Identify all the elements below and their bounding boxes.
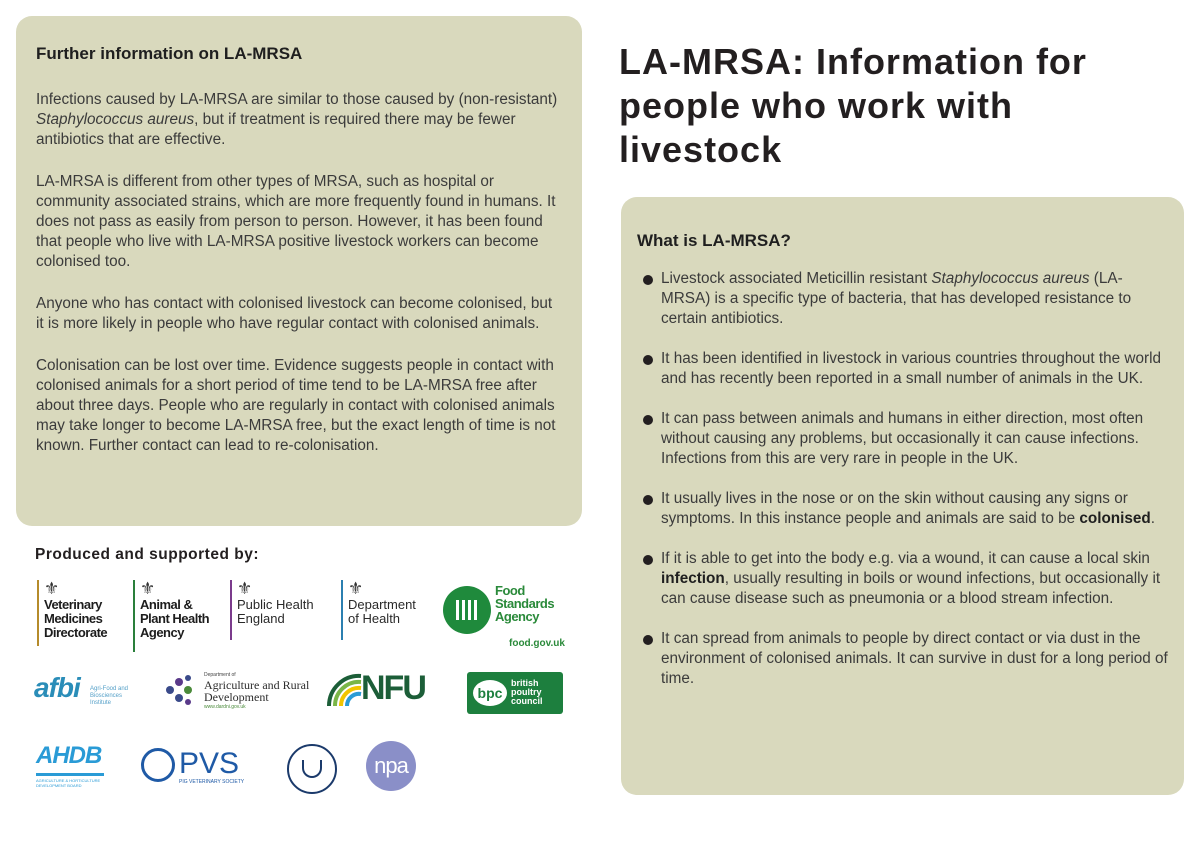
doh-line-2: of Health xyxy=(348,611,401,626)
vmd-line-1: Veterinary xyxy=(44,597,102,612)
afbi-mark: afbi xyxy=(34,672,80,703)
bullet-icon xyxy=(643,415,653,425)
produced-by-heading: Produced and supported by: xyxy=(35,546,259,563)
bpc-mark: bpc xyxy=(473,680,507,706)
royal-crest-icon: ⚜ xyxy=(348,579,364,598)
b4-text-end: . xyxy=(1150,510,1155,527)
npa-logo: npa xyxy=(366,741,416,791)
list-item xyxy=(637,629,1168,689)
fact-list xyxy=(637,269,1168,689)
dard-prefix: Department of xyxy=(204,672,236,678)
dard-logo xyxy=(162,668,312,712)
fsa-line-3: Agency xyxy=(495,609,539,624)
dard-dots-icon xyxy=(162,672,198,708)
phe-logo xyxy=(230,580,314,640)
p1-text-end: , but if treatment is required there may be fewer antibiotics that are effective. xyxy=(36,111,516,148)
apha-line-3: Agency xyxy=(140,625,184,640)
fsa-logo xyxy=(443,583,565,649)
p1-text: Infections caused by LA-MRSA are similar to those caused by (non-resistant) xyxy=(36,91,558,108)
apha-logo xyxy=(133,580,209,652)
list-item xyxy=(637,269,1168,329)
list-item xyxy=(637,409,1168,469)
ahdb-underline xyxy=(36,773,104,776)
ahdb-tagline: AGRICULTURE & HORTICULTURE DEVELOPMENT BOARD xyxy=(36,778,101,788)
bpc-line-3: council xyxy=(511,696,543,706)
apha-line-1: Animal & xyxy=(140,597,193,612)
what-is-heading: What is LA-MRSA? xyxy=(637,231,791,250)
page-title: LA-MRSA: Information for people who work with livestock xyxy=(619,41,1087,170)
b1-text: Livestock associated Meticillin resistant xyxy=(661,270,932,287)
dard-site: www.dardni.gov.uk xyxy=(204,704,246,710)
b5-bold: infection xyxy=(661,570,725,587)
further-info-paragraph-4: Colonisation can be lost over time. Evidence suggests people in contact with colonised animals for a short period of time tend to be LA-MRSA free after about three days. People who are regularly in contact with colonised animals may take longer to become LA-MRSA free, but the exact length of time is not known. Further contact can lead to re-colonisation. xyxy=(36,357,556,454)
b3-text: It can pass between animals and humans in either direction, most often without causing any problems, but occasionally it can cause infections. Infections from this are very rare in people in the UK. xyxy=(661,410,1144,467)
dard-name: Agriculture and Rural Development xyxy=(204,678,310,704)
fsa-site: food.gov.uk xyxy=(509,638,565,649)
vmd-logo xyxy=(37,580,107,646)
fsa-emblem-icon xyxy=(443,586,491,634)
p1-italic: Staphylococcus aureus xyxy=(36,111,195,128)
apha-line-2: Plant Health xyxy=(140,611,210,626)
bullet-icon xyxy=(643,635,653,645)
b4-bold: colonised xyxy=(1079,510,1151,527)
bullet-icon xyxy=(643,355,653,365)
cow-head-icon xyxy=(302,760,322,778)
royal-crest-icon: ⚜ xyxy=(237,579,253,598)
bullet-icon xyxy=(643,555,653,565)
royal-crest-icon: ⚜ xyxy=(140,579,156,598)
what-is-panel xyxy=(621,197,1184,795)
bullet-icon xyxy=(643,495,653,505)
further-info-paragraph-2: LA-MRSA is different from other types of MRSA, such as hospital or community associated strains, which are more frequently found in humans. It does not pass as easily from person to person. However, it has been found that people who live with LA-MRSA positive livestock workers can become colonised too. xyxy=(36,173,556,270)
ahdb-word: AHDB xyxy=(36,742,102,769)
doh-logo xyxy=(341,580,416,640)
phe-line-1: Public Health xyxy=(237,597,314,612)
further-info-paragraph-3: Anyone who has contact with colonised livestock can become colonised, but it is more likely in people who have regular contact with colonised animals. xyxy=(36,295,553,332)
doh-line-1: Department xyxy=(348,597,416,612)
b6-text: It can spread from animals to people by direct contact or via dust in the environment of colonised animals. It can survive in dust for a long period of time. xyxy=(661,630,1168,687)
further-info-heading: Further information on LA-MRSA xyxy=(36,44,303,63)
afbi-tagline: Agri-Food and Biosciences Institute xyxy=(90,686,129,706)
pvs-word: PVS xyxy=(179,747,240,780)
vmd-line-3: Directorate xyxy=(44,625,108,640)
pvs-logo xyxy=(141,748,251,788)
afbi-logo xyxy=(34,672,144,712)
royal-crest-icon: ⚜ xyxy=(44,579,60,598)
b2-text: It has been identified in livestock in various countries throughout the world and has recently been reported in a small number of animals in the UK. xyxy=(661,350,1161,387)
bpc-logo xyxy=(467,672,563,714)
list-item xyxy=(637,549,1168,609)
pvs-tagline: PIG VETERINARY SOCIETY xyxy=(179,779,245,785)
b1-italic: Staphylococcus aureus xyxy=(931,270,1090,287)
bpc-line-1: british xyxy=(511,678,539,688)
fsa-line-1: Food xyxy=(495,583,525,598)
b4-text: It usually lives in the nose or on the skin without causing any signs or symptoms. In this instance people and animals are said to be xyxy=(661,490,1128,527)
further-info-panel xyxy=(16,16,582,526)
nfu-word: NFU xyxy=(361,669,425,707)
bcva-logo xyxy=(287,744,337,794)
ahdb-logo xyxy=(36,742,106,790)
list-item xyxy=(637,349,1168,389)
b5-text: If it is able to get into the body e.g. via a wound, it can cause a local skin xyxy=(661,550,1150,567)
further-info-paragraph-1 xyxy=(36,90,562,150)
fsa-line-2: Standards xyxy=(495,596,555,611)
nfu-logo xyxy=(327,670,439,710)
nfu-rainbow-icon xyxy=(327,672,363,708)
phe-line-2: England xyxy=(237,611,285,626)
list-item xyxy=(637,489,1168,529)
bpc-line-2: poultry xyxy=(511,687,542,697)
pvs-emblem-icon xyxy=(141,748,175,782)
b5-text-end: , usually resulting in boils or wound infections, but occasionally it can cause disease such as pneumonia or a blood stream infection. xyxy=(661,570,1161,607)
b1-text-end: (LA-MRSA) is a specific type of bacteria, that has developed resistance to certain antibiotics. xyxy=(661,270,1132,327)
bullet-icon xyxy=(643,275,653,285)
vmd-line-2: Medicines xyxy=(44,611,103,626)
